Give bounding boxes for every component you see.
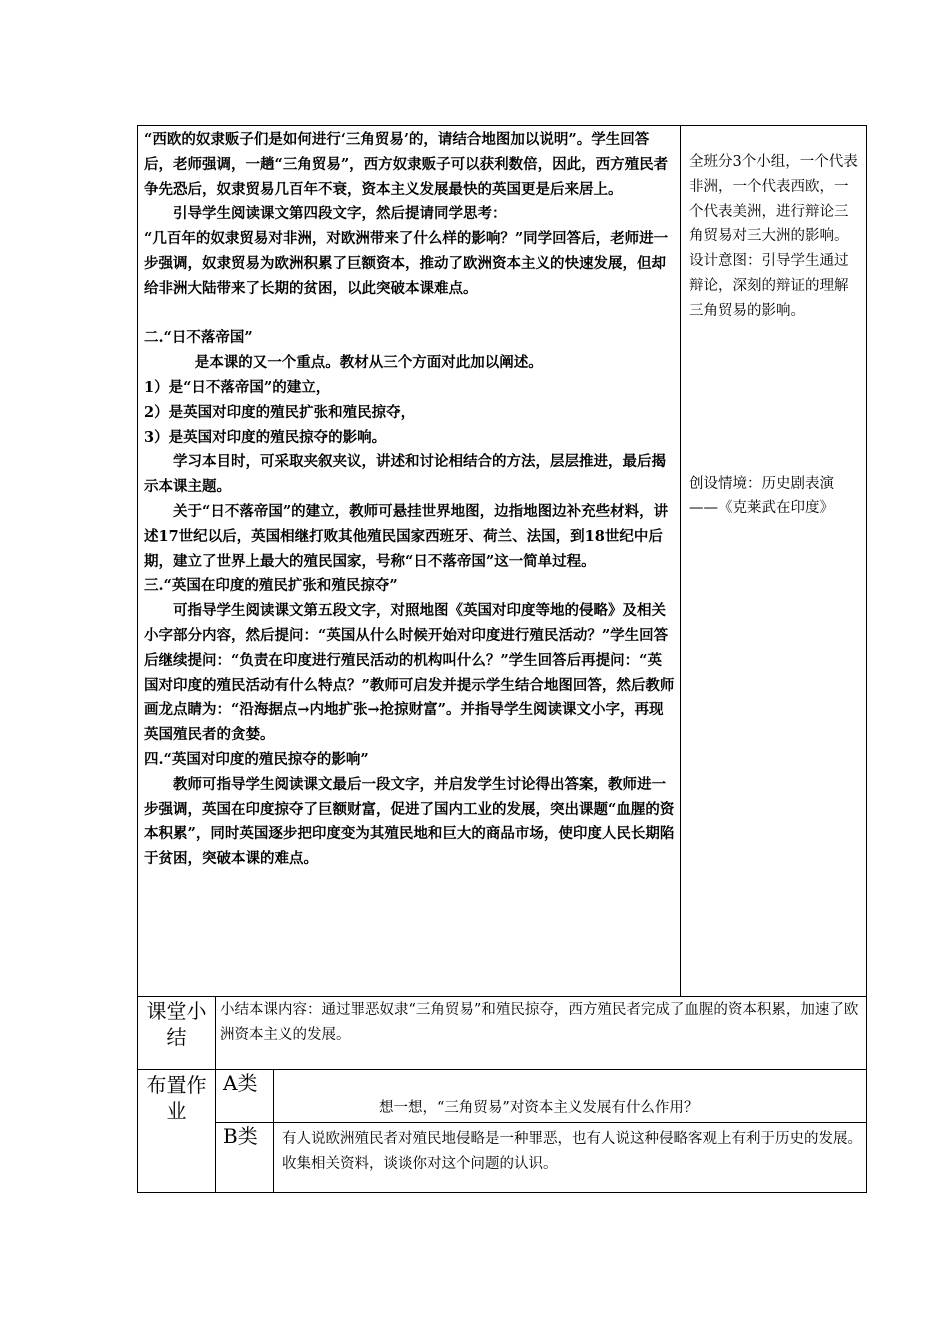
lesson-table <box>137 125 867 997</box>
summary-label-cell <box>138 996 216 1069</box>
summary-label: 课堂小结 <box>146 999 207 1049</box>
debate-note: 全班分3个小组，一个代表非洲，一个代表西欧，一个代表美洲，进行辩论三角贸易对三大洲的影响。设计意图：引导学生通过辩论，深刻的辩证的理解三角贸易的影响。 <box>689 154 858 319</box>
type-a-cell <box>274 1070 866 1123</box>
list-item: 2）是英国对印度的殖民扩张和殖民掠夺， <box>144 403 416 421</box>
section-heading: 四.“英国对印度的殖民掠夺的影响” <box>144 750 369 768</box>
paragraph: 引导学生阅读课文第四段文字，然后提请同学思考： <box>173 205 507 223</box>
type-a-label: A类 <box>216 1070 274 1123</box>
homework-row <box>138 1070 866 1192</box>
type-a-text: 想一想，“三角贸易”对资本主义发展有什么作用？ <box>379 1100 699 1116</box>
summary-row <box>138 996 866 1070</box>
type-b-text: 有人说欧洲殖民者对殖民地侵略是一种罪恶，也有人说这种侵略客观上有利于历史的发展。收集相关资料，谈谈你对这个问题的认识。 <box>282 1131 862 1172</box>
paragraph: “几百年的奴隶贸易对非洲，对欧洲带来了什么样的影响？”同学回答后，老师进一步强调，奴隶贸易为欧洲积累了巨额资本，推动了欧洲资本主义的快速发展，但却给非洲大陆带来了长期的贫困，以此突破本课难点。 <box>144 230 669 297</box>
section-heading: 三.“英国在印度的殖民扩张和殖民掠夺” <box>144 577 398 595</box>
homework-label: 布置作业 <box>146 1073 207 1123</box>
homework-label-cell <box>138 1070 216 1192</box>
summary-homework-table <box>137 996 867 1193</box>
list-item: 1）是“日不落帝国”的建立， <box>144 378 331 396</box>
design-notes-cell <box>681 126 866 996</box>
list-item: 3）是英国对印度的殖民掠夺的影响。 <box>144 428 387 446</box>
paragraph: 教师可指导学生阅读课文最后一段文字，并启发学生讨论得出答案，教师进一步强调，英国在印度掠夺了巨额财富，促进了国内工业的发展，突出课题“血腥的资本积累”，同时英国逐步把印度变为其殖民地和巨大的商品市场，使印度人民长期陷于贫困，突破本课的难点。 <box>144 775 675 868</box>
paragraph: 学习本目时，可采取夹叙夹议，讲述和讨论相结合的方法，层层推进，最后揭示本课主题。 <box>144 453 666 496</box>
paragraph: “西欧的奴隶贩子们是如何进行‘三角贸易’的，请结合地图加以说明”。学生回答后，老师强调，一趟“三角贸易”，西方奴隶贩子可以获利数倍，因此，西方殖民者争先恐后，奴隶贸易几百年不衰，资本主义发展最快的英国更是后来居上。 <box>144 131 669 198</box>
paragraph: 是本课的又一个重点。教材从三个方面对此加以阐述。 <box>194 354 543 372</box>
blank-line <box>144 302 676 327</box>
summary-text: 小结本课内容：通过罪恶奴隶“三角贸易”和殖民掠夺，西方殖民者完成了血腥的资本积累，加速了欧洲资本主义的发展。 <box>220 1002 859 1043</box>
paragraph: 可指导学生阅读课文第五段文字，对照地图《英国对印度等地的侵略》及相关小字部分内容，然后提问：“英国从什么时候开始对印度进行殖民活动？”学生回答后继续提问：“负责在印度进行殖民活动的机构叫什么？”学生回答后再提问：“英国对印度的殖民活动有什么特点？”教师可启发并提示学生结合地图回答，然后教师画龙点睛为：“沿海据点→内地扩张→抢掠财富”。并指导学生阅读课文小字，再现英国殖民者的贪婪。 <box>144 602 675 744</box>
section-heading: 二.“日不落帝国” <box>144 329 253 347</box>
type-b-label: B类 <box>216 1123 274 1192</box>
paragraph: 关于“日不落帝国”的建立，教师可悬挂世界地图，边指地图边补充些材料，讲述17世纪以后，英国相继打败其他殖民国家西班牙、荷兰、法国，到18世纪中后期，建立了世界上最大的殖民国家，号称“日不落帝国”这一简单过程。 <box>144 502 669 570</box>
drama-note: 创设情境：历史剧表演——《克莱武在印度》 <box>689 475 834 517</box>
teaching-process-cell <box>138 126 681 996</box>
